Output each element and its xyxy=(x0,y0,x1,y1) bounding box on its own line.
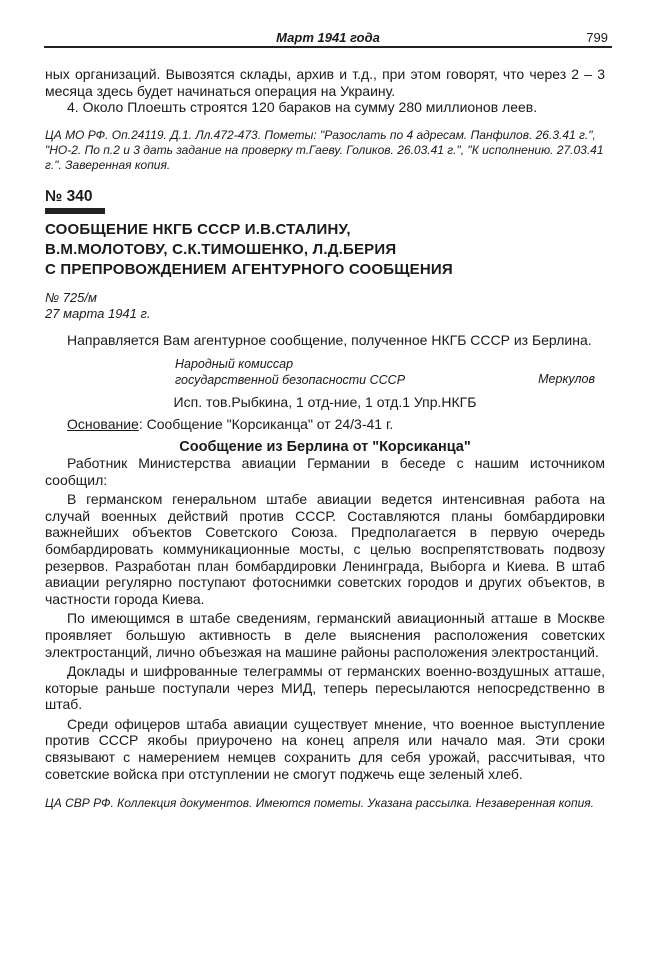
document-title-line: СООБЩЕНИЕ НКГБ СССР И.В.СТАЛИНУ, xyxy=(45,220,351,238)
message-paragraph: По имеющимся в штабе сведениям, германский авиационный атташе в Москве проявляет большую активность в деле выяснения расположения советских электростанций, лично объезжая на машине районы расположения электростанций. xyxy=(45,610,605,660)
reference-number: № 725/м xyxy=(45,289,97,305)
page-content xyxy=(45,66,605,811)
document-reference xyxy=(45,290,605,322)
continuation-paragraph: ных организаций. Вывозятся склады, архив и т.д., при этом говорят, что через 2 – 3 месяца здесь будет начинаться операция на Украину. xyxy=(45,66,605,99)
running-title: Март 1941 года xyxy=(276,30,380,45)
message-title: Сообщение из Берлина от "Корсиканца" xyxy=(179,438,471,455)
archive-note-1: ЦА МО РФ. Оп.24119. Д.1. Лл.472-473. Пометы: "Разослать по 4 адресам. Панфилов. 26.3.41 г.", "НО-2. По п.2 и 3 дать задание на проверку т.Гаеву. Голиков. 26.03.41 г.", "К исполнению. 27.03.41 г.". Заверенная копия. xyxy=(45,127,604,172)
message-paragraph: Среди офицеров штаба авиации существует мнение, что военное выступление против СССР якобы приурочено на конец апреля или начало мая. Эти сроки связывают с намерением немцев сохранить для себя урожай, рассчитывая, что советские войска при отступлении не смогут поджечь еще зеленый хлеб. xyxy=(45,715,605,782)
signature-name: Меркулов xyxy=(538,372,595,387)
document-number-rule xyxy=(45,208,105,214)
message-paragraph: Доклады и шифрованные телеграммы от германских военно-воздушных атташе, которые раньше поступали через МИД, теперь пересылаются непосредственно в штаб. xyxy=(45,663,605,713)
document-date: 27 марта 1941 г. xyxy=(45,305,151,321)
running-header xyxy=(44,22,612,48)
executor-line: Исп. тов.Рыбкина, 1 отд-ние, 1 отд.1 Упр.НКГБ xyxy=(173,394,477,411)
message-paragraph: В германском генеральном штабе авиации ведется интенсивная работа на случай военных действий против СССР. Составляются планы бомбардировки важнейших объектов Советского Союза. Предполагается в первую очередь бомбардировать коммуникационные мосты, с целью воспрепятствовать подвозу резервов. Разработан план бомбардировки Ленинграда, Выборга и Киева. В штаб авиации регулярно поступают фотоснимки советских городов и других объектов, в частности города Киева. xyxy=(45,491,605,607)
document-title xyxy=(45,220,605,280)
signature-position-line: Народный комиссар xyxy=(175,357,294,372)
signature-block xyxy=(45,356,605,390)
header-rule xyxy=(44,46,612,48)
basis-label: Основание xyxy=(67,416,139,433)
cover-text: Направляется Вам агентурное сообщение, полученное НКГБ СССР из Берлина. xyxy=(67,331,592,348)
signature-position xyxy=(175,356,405,388)
basis-line xyxy=(45,416,605,433)
signature-position-line: государственной безопасности СССР xyxy=(175,373,406,388)
page-number: 799 xyxy=(586,30,608,45)
document-title-line: С ПРЕПРОВОЖДЕНИЕМ АГЕНТУРНОГО СООБЩЕНИЯ xyxy=(45,260,453,278)
continuation-item-4: 4. Около Плоешть строятся 120 бараков на сумму 280 миллионов леев. xyxy=(67,99,538,116)
document-number: № 340 xyxy=(45,187,93,205)
basis-text: : Сообщение "Корсиканца" от 24/3-41 г. xyxy=(138,416,394,433)
message-paragraph: Работник Министерства авиации Германии в беседе с нашим источником сообщил: xyxy=(45,454,605,488)
document-title-line: В.М.МОЛОТОВУ, С.К.ТИМОШЕНКО, Л.Д.БЕРИЯ xyxy=(45,240,397,258)
archive-note-2: ЦА СВР РФ. Коллекция документов. Имеются пометы. Указана рассылка. Незаверенная копия. xyxy=(45,796,594,811)
